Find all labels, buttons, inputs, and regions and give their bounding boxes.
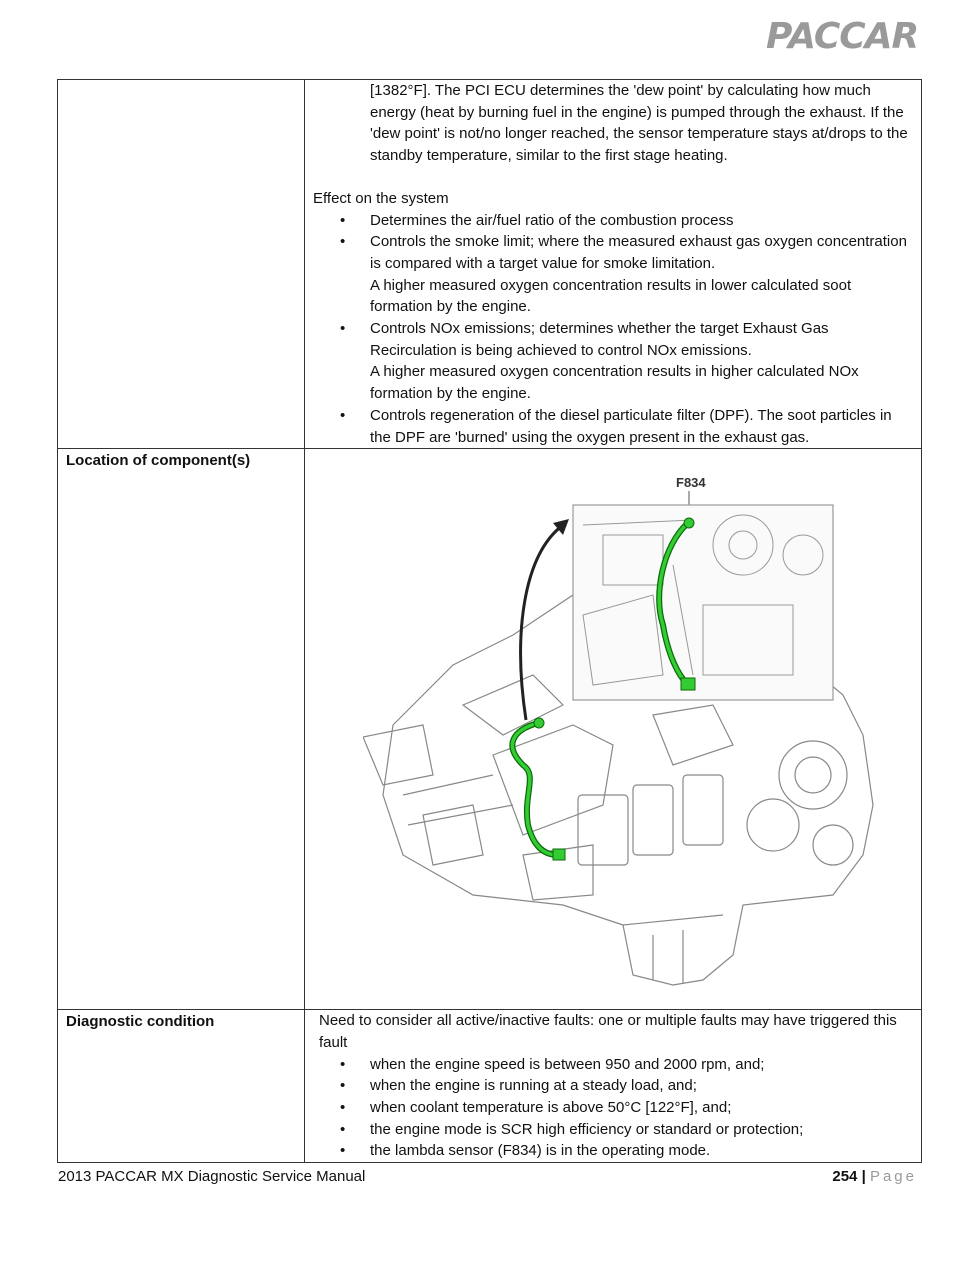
page-footer: [832, 1168, 917, 1185]
effect-text: Determines the air/fuel ratio of the combustion process: [370, 211, 734, 229]
manual-title: 2013 PACCAR MX Diagnostic Service Manual: [58, 1168, 366, 1185]
description-cell: [305, 80, 922, 449]
location-row: [58, 449, 922, 1010]
diagnostic-cell: [305, 1010, 922, 1163]
effect-text: Controls the smoke limit; where the measured exhaust gas oxygen concentration is compared with a target value for smoke limitation.: [370, 233, 907, 272]
paccar-logo: PACCAR: [766, 16, 919, 57]
harness-highlight: [512, 723, 558, 855]
effect-note: A higher measured oxygen concentration results in higher calculated NOx formation by the engine.: [370, 363, 859, 403]
page-number: 254: [832, 1168, 858, 1185]
engine-diagram: [363, 475, 893, 995]
list-item: • the engine mode is SCR high efficiency or standard or protection;: [305, 1119, 915, 1141]
harness-outline: [512, 723, 558, 855]
list-item: [305, 318, 915, 405]
location-label: Location of component(s): [58, 449, 305, 1010]
page-separator: |: [861, 1168, 866, 1185]
inset-detail-panel: [573, 505, 833, 700]
effects-list: [305, 210, 915, 449]
list-item: [305, 210, 915, 232]
list-item: [305, 405, 915, 448]
description-row: [58, 80, 922, 449]
list-item: • when coolant temperature is above 50°C [122°F], and;: [305, 1097, 915, 1119]
diagnostic-intro: Need to consider all active/inactive faults: one or multiple faults may have triggered this fault: [319, 1012, 897, 1051]
diagnostic-row: [58, 1010, 922, 1163]
empty-label-cell: [58, 80, 305, 449]
page-word: Page: [869, 1168, 917, 1185]
list-item: • when the engine is running at a steady load, and;: [305, 1075, 915, 1097]
fault-info-table: [57, 79, 922, 1163]
continued-paragraph: [1382°F]. The PCI ECU determines the 'dew point' by calculating how much energy (heat by burning fuel in the engine) is pumped through the exhaust. If the 'dew point' is not/no longer reached, the sensor temperature stays at/drops to the standby temperature, similar to the first stage heating.: [370, 82, 908, 165]
list-item: • when the engine speed is between 950 and 2000 rpm, and;: [305, 1054, 915, 1076]
effect-text: Controls NOx emissions; determines whether the target Exhaust Gas Recirculation is being achieved to control NOx emissions.: [370, 320, 829, 359]
diagnostic-label: Diagnostic condition: [58, 1010, 305, 1163]
pointer-arrow: [521, 525, 563, 720]
effect-text: Controls regeneration of the diesel particulate filter (DPF). The soot particles in the DPF are 'burned' using the oxygen present in the exhaust gas.: [370, 406, 892, 446]
list-item: • the lambda sensor (F834) is in the operating mode.: [305, 1140, 915, 1162]
effect-note: A higher measured oxygen concentration results in lower calculated soot formation by the engine.: [370, 276, 852, 316]
f834-callout-label: F834: [676, 475, 706, 491]
conditions-list: [305, 1054, 915, 1163]
effect-heading: Effect on the system: [313, 189, 449, 207]
list-item: [305, 231, 915, 318]
location-figure-cell: [305, 449, 922, 1010]
